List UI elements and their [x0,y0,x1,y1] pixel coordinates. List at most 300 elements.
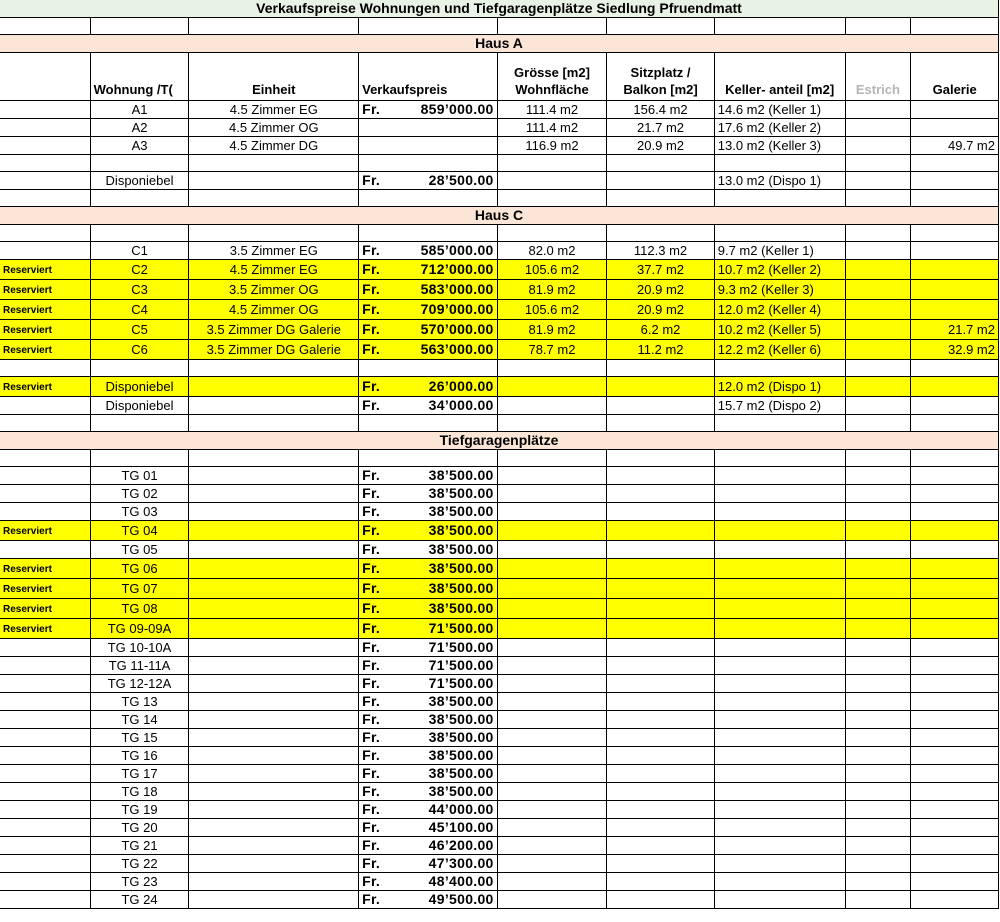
empty-cell[interactable] [607,891,714,909]
section-haus-a-cell[interactable]: Haus A [0,35,999,53]
empty-cell[interactable] [845,729,911,747]
status-cell[interactable] [0,172,90,190]
section-haus-c-cell[interactable]: Haus C [0,207,999,225]
empty-cell[interactable] [911,360,999,377]
section-tiefgarage-cell[interactable]: Tiefgaragenplätze [0,432,999,450]
price-cell[interactable] [359,242,498,260]
status-cell[interactable] [0,242,90,260]
einheit-cell[interactable] [189,765,359,783]
keller-cell[interactable]: 13.0 m2 (Keller 3) [714,137,845,155]
empty-cell[interactable] [714,693,845,711]
galerie-cell[interactable] [911,172,999,190]
estrich-cell[interactable] [845,377,911,397]
unit-id-cell[interactable]: Disponiebel [90,172,189,190]
empty-cell[interactable] [714,855,845,873]
tg-id-cell[interactable]: TG 11-11A [90,657,189,675]
sitzplatz-cell[interactable]: 20.9 m2 [607,137,714,155]
tg-id-cell[interactable]: TG 17 [90,765,189,783]
empty-cell[interactable] [714,415,845,432]
empty-cell[interactable] [90,190,189,207]
empty-cell[interactable] [497,579,607,599]
empty-cell[interactable] [497,837,607,855]
empty-cell[interactable] [911,783,999,801]
estrich-cell[interactable] [845,137,911,155]
empty-cell[interactable] [714,225,845,242]
empty-cell[interactable] [911,579,999,599]
empty-cell[interactable] [714,819,845,837]
price-cell[interactable] [359,619,498,639]
empty-cell[interactable] [497,559,607,579]
empty-cell[interactable] [607,639,714,657]
empty-cell[interactable] [714,837,845,855]
header-groesse[interactable]: Grösse [m2] Wohnfläche [497,53,607,101]
empty-cell[interactable] [911,747,999,765]
empty-cell[interactable] [607,619,714,639]
empty-cell[interactable] [359,155,498,172]
einheit-cell[interactable] [189,747,359,765]
empty-cell[interactable] [607,579,714,599]
empty-cell[interactable] [607,675,714,693]
empty-cell[interactable] [90,155,189,172]
empty-cell[interactable] [607,801,714,819]
empty-cell[interactable] [497,891,607,909]
tg-id-cell[interactable]: TG 06 [90,559,189,579]
status-cell[interactable] [0,639,90,657]
tg-id-cell[interactable]: TG 18 [90,783,189,801]
keller-cell[interactable]: 10.2 m2 (Keller 5) [714,320,845,340]
empty-cell[interactable] [845,765,911,783]
einheit-cell[interactable] [189,657,359,675]
price-cell[interactable] [359,675,498,693]
estrich-cell[interactable] [845,119,911,137]
keller-cell[interactable]: 9.7 m2 (Keller 1) [714,242,845,260]
galerie-cell[interactable] [911,300,999,320]
empty-cell[interactable] [845,873,911,891]
price-cell[interactable] [359,855,498,873]
empty-cell[interactable] [607,783,714,801]
empty-cell[interactable] [497,190,607,207]
empty-cell[interactable] [911,559,999,579]
empty-cell[interactable] [911,837,999,855]
empty-cell[interactable] [189,360,359,377]
empty-cell[interactable] [607,360,714,377]
estrich-cell[interactable] [845,172,911,190]
empty-cell[interactable] [189,190,359,207]
empty-cell[interactable] [845,855,911,873]
empty-cell[interactable] [911,675,999,693]
empty-cell[interactable] [714,711,845,729]
empty-cell[interactable] [607,873,714,891]
tg-id-cell[interactable]: TG 16 [90,747,189,765]
empty-cell[interactable] [714,521,845,541]
empty-cell[interactable] [497,693,607,711]
empty-cell[interactable] [714,467,845,485]
empty-cell[interactable] [497,450,607,467]
empty-cell[interactable] [845,225,911,242]
empty-cell[interactable] [911,190,999,207]
empty-cell[interactable] [845,485,911,503]
empty-cell[interactable] [845,18,911,35]
empty-cell[interactable] [497,819,607,837]
empty-cell[interactable] [714,619,845,639]
empty-cell[interactable] [911,639,999,657]
sitzplatz-cell[interactable]: 20.9 m2 [607,280,714,300]
empty-cell[interactable] [497,415,607,432]
empty-cell[interactable] [845,783,911,801]
empty-cell[interactable] [911,18,999,35]
empty-cell[interactable] [845,837,911,855]
empty-cell[interactable] [911,485,999,503]
status-cell[interactable] [0,521,90,541]
empty-cell[interactable] [911,503,999,521]
tg-id-cell[interactable]: TG 24 [90,891,189,909]
price-cell[interactable] [359,783,498,801]
price-cell[interactable] [359,765,498,783]
tg-id-cell[interactable]: TG 01 [90,467,189,485]
galerie-cell[interactable] [911,260,999,280]
empty-cell[interactable] [845,747,911,765]
empty-cell[interactable] [189,450,359,467]
sitzplatz-cell[interactable] [607,397,714,415]
einheit-cell[interactable] [189,579,359,599]
empty-cell[interactable] [845,559,911,579]
groesse-cell[interactable] [497,377,607,397]
sitzplatz-cell[interactable]: 37.7 m2 [607,260,714,280]
einheit-cell[interactable] [189,485,359,503]
galerie-cell[interactable] [911,242,999,260]
status-cell[interactable] [0,747,90,765]
status-cell[interactable] [0,579,90,599]
price-cell[interactable] [359,485,498,503]
status-cell[interactable] [0,377,90,397]
empty-cell[interactable] [497,521,607,541]
tg-id-cell[interactable]: TG 23 [90,873,189,891]
price-cell[interactable] [359,503,498,521]
unit-id-cell[interactable]: C2 [90,260,189,280]
price-cell[interactable] [359,747,498,765]
empty-cell[interactable] [845,891,911,909]
status-cell[interactable] [0,503,90,521]
einheit-cell[interactable] [189,639,359,657]
header-status[interactable] [0,53,90,101]
empty-cell[interactable] [714,783,845,801]
header-einheit[interactable]: Einheit [189,53,359,101]
galerie-cell[interactable]: 32.9 m2 [911,340,999,360]
empty-cell[interactable] [607,541,714,559]
empty-cell[interactable] [911,855,999,873]
empty-cell[interactable] [0,155,90,172]
empty-cell[interactable] [359,360,498,377]
empty-cell[interactable] [90,18,189,35]
sitzplatz-cell[interactable]: 112.3 m2 [607,242,714,260]
keller-cell[interactable]: 17.6 m2 (Keller 2) [714,119,845,137]
price-cell[interactable] [359,711,498,729]
empty-cell[interactable] [911,765,999,783]
empty-cell[interactable] [714,891,845,909]
price-cell[interactable] [359,260,498,280]
empty-cell[interactable] [845,801,911,819]
empty-cell[interactable] [911,873,999,891]
einheit-cell[interactable] [189,172,359,190]
empty-cell[interactable] [497,503,607,521]
einheit-cell[interactable] [189,541,359,559]
empty-cell[interactable] [714,675,845,693]
status-cell[interactable] [0,280,90,300]
status-cell[interactable] [0,485,90,503]
keller-cell[interactable]: 12.0 m2 (Keller 4) [714,300,845,320]
status-cell[interactable] [0,765,90,783]
price-cell[interactable] [359,579,498,599]
empty-cell[interactable] [714,485,845,503]
empty-cell[interactable] [189,415,359,432]
empty-cell[interactable] [714,765,845,783]
estrich-cell[interactable] [845,260,911,280]
header-verkaufspreis[interactable]: Verkaufspreis [359,53,498,101]
unit-id-cell[interactable]: Disponiebel [90,377,189,397]
status-cell[interactable] [0,119,90,137]
empty-cell[interactable] [90,360,189,377]
price-cell[interactable] [359,397,498,415]
galerie-cell[interactable] [911,119,999,137]
empty-cell[interactable] [607,599,714,619]
status-cell[interactable] [0,873,90,891]
empty-cell[interactable] [0,415,90,432]
empty-cell[interactable] [911,541,999,559]
einheit-cell[interactable]: 3.5 Zimmer EG [189,242,359,260]
empty-cell[interactable] [714,873,845,891]
empty-cell[interactable] [0,18,90,35]
status-cell[interactable] [0,729,90,747]
status-cell[interactable] [0,599,90,619]
empty-cell[interactable] [0,450,90,467]
einheit-cell[interactable] [189,397,359,415]
empty-cell[interactable] [189,225,359,242]
sheet-title-cell[interactable]: Verkaufspreise Wohnungen und Tiefgaragenplätze Siedlung Pfruendmatt [0,0,999,18]
price-cell[interactable] [359,300,498,320]
einheit-cell[interactable] [189,855,359,873]
empty-cell[interactable] [607,18,714,35]
empty-cell[interactable] [497,675,607,693]
empty-cell[interactable] [714,729,845,747]
price-cell[interactable] [359,541,498,559]
empty-cell[interactable] [911,155,999,172]
empty-cell[interactable] [911,891,999,909]
einheit-cell[interactable]: 4.5 Zimmer OG [189,300,359,320]
empty-cell[interactable] [911,467,999,485]
empty-cell[interactable] [359,415,498,432]
price-cell[interactable] [359,693,498,711]
empty-cell[interactable] [0,190,90,207]
status-cell[interactable] [0,837,90,855]
empty-cell[interactable] [845,675,911,693]
price-cell[interactable] [359,873,498,891]
groesse-cell[interactable]: 116.9 m2 [497,137,607,155]
price-cell[interactable] [359,891,498,909]
groesse-cell[interactable]: 111.4 m2 [497,101,607,119]
empty-cell[interactable] [714,657,845,675]
status-cell[interactable] [0,855,90,873]
sitzplatz-cell[interactable]: 11.2 m2 [607,340,714,360]
empty-cell[interactable] [845,415,911,432]
status-cell[interactable] [0,467,90,485]
keller-cell[interactable]: 9.3 m2 (Keller 3) [714,280,845,300]
groesse-cell[interactable]: 82.0 m2 [497,242,607,260]
empty-cell[interactable] [607,559,714,579]
empty-cell[interactable] [607,693,714,711]
empty-cell[interactable] [845,541,911,559]
empty-cell[interactable] [497,873,607,891]
tg-id-cell[interactable]: TG 07 [90,579,189,599]
einheit-cell[interactable] [189,559,359,579]
unit-id-cell[interactable]: A2 [90,119,189,137]
keller-cell[interactable]: 13.0 m2 (Dispo 1) [714,172,845,190]
empty-cell[interactable] [845,521,911,541]
status-cell[interactable] [0,675,90,693]
tg-id-cell[interactable]: TG 19 [90,801,189,819]
einheit-cell[interactable]: 3.5 Zimmer OG [189,280,359,300]
groesse-cell[interactable] [497,397,607,415]
galerie-cell[interactable] [911,101,999,119]
empty-cell[interactable] [189,18,359,35]
empty-cell[interactable] [845,360,911,377]
empty-cell[interactable] [607,450,714,467]
empty-cell[interactable] [607,415,714,432]
einheit-cell[interactable] [189,891,359,909]
keller-cell[interactable]: 12.0 m2 (Dispo 1) [714,377,845,397]
empty-cell[interactable] [845,450,911,467]
einheit-cell[interactable]: 4.5 Zimmer EG [189,101,359,119]
tg-id-cell[interactable]: TG 22 [90,855,189,873]
empty-cell[interactable] [607,657,714,675]
empty-cell[interactable] [911,599,999,619]
empty-cell[interactable] [497,783,607,801]
empty-cell[interactable] [607,765,714,783]
empty-cell[interactable] [714,503,845,521]
empty-cell[interactable] [845,693,911,711]
empty-cell[interactable] [607,711,714,729]
status-cell[interactable] [0,320,90,340]
einheit-cell[interactable] [189,801,359,819]
groesse-cell[interactable] [497,172,607,190]
empty-cell[interactable] [607,155,714,172]
status-cell[interactable] [0,101,90,119]
empty-cell[interactable] [607,485,714,503]
galerie-cell[interactable] [911,280,999,300]
tg-id-cell[interactable]: TG 21 [90,837,189,855]
price-cell[interactable] [359,101,498,119]
status-cell[interactable] [0,819,90,837]
einheit-cell[interactable]: 3.5 Zimmer DG Galerie [189,320,359,340]
groesse-cell[interactable]: 81.9 m2 [497,280,607,300]
empty-cell[interactable] [607,190,714,207]
price-cell[interactable] [359,280,498,300]
empty-cell[interactable] [497,467,607,485]
estrich-cell[interactable] [845,280,911,300]
keller-cell[interactable]: 14.6 m2 (Keller 1) [714,101,845,119]
empty-cell[interactable] [497,711,607,729]
price-cell[interactable] [359,819,498,837]
empty-cell[interactable] [911,657,999,675]
empty-cell[interactable] [497,855,607,873]
groesse-cell[interactable]: 105.6 m2 [497,300,607,320]
einheit-cell[interactable] [189,873,359,891]
empty-cell[interactable] [911,521,999,541]
einheit-cell[interactable] [189,503,359,521]
empty-cell[interactable] [845,639,911,657]
empty-cell[interactable] [607,521,714,541]
empty-cell[interactable] [845,711,911,729]
tg-id-cell[interactable]: TG 04 [90,521,189,541]
sitzplatz-cell[interactable]: 156.4 m2 [607,101,714,119]
empty-cell[interactable] [497,485,607,503]
groesse-cell[interactable]: 111.4 m2 [497,119,607,137]
einheit-cell[interactable] [189,467,359,485]
estrich-cell[interactable] [845,397,911,415]
price-cell[interactable] [359,559,498,579]
unit-id-cell[interactable]: C5 [90,320,189,340]
tg-id-cell[interactable]: TG 03 [90,503,189,521]
unit-id-cell[interactable]: C1 [90,242,189,260]
empty-cell[interactable] [911,693,999,711]
empty-cell[interactable] [497,657,607,675]
einheit-cell[interactable] [189,675,359,693]
status-cell[interactable] [0,891,90,909]
empty-cell[interactable] [497,765,607,783]
tg-id-cell[interactable]: TG 05 [90,541,189,559]
header-sitzplatz[interactable]: Sitzplatz / Balkon [m2] [607,53,714,101]
status-cell[interactable] [0,801,90,819]
price-cell[interactable] [359,340,498,360]
empty-cell[interactable] [845,190,911,207]
status-cell[interactable] [0,783,90,801]
tg-id-cell[interactable]: TG 20 [90,819,189,837]
empty-cell[interactable] [497,155,607,172]
price-cell[interactable] [359,377,498,397]
einheit-cell[interactable] [189,819,359,837]
einheit-cell[interactable] [189,783,359,801]
einheit-cell[interactable] [189,377,359,397]
empty-cell[interactable] [497,18,607,35]
empty-cell[interactable] [845,467,911,485]
empty-cell[interactable] [359,450,498,467]
empty-cell[interactable] [845,619,911,639]
empty-cell[interactable] [497,541,607,559]
estrich-cell[interactable] [845,320,911,340]
einheit-cell[interactable] [189,693,359,711]
empty-cell[interactable] [607,855,714,873]
empty-cell[interactable] [911,729,999,747]
status-cell[interactable] [0,300,90,320]
empty-cell[interactable] [359,190,498,207]
keller-cell[interactable]: 12.2 m2 (Keller 6) [714,340,845,360]
status-cell[interactable] [0,397,90,415]
status-cell[interactable] [0,693,90,711]
status-cell[interactable] [0,137,90,155]
einheit-cell[interactable]: 3.5 Zimmer DG Galerie [189,340,359,360]
tg-id-cell[interactable]: TG 08 [90,599,189,619]
empty-cell[interactable] [607,747,714,765]
unit-id-cell[interactable]: C4 [90,300,189,320]
empty-cell[interactable] [497,599,607,619]
empty-cell[interactable] [911,619,999,639]
estrich-cell[interactable] [845,340,911,360]
empty-cell[interactable] [607,837,714,855]
empty-cell[interactable] [845,657,911,675]
einheit-cell[interactable] [189,711,359,729]
unit-id-cell[interactable]: A1 [90,101,189,119]
price-cell[interactable] [359,467,498,485]
empty-cell[interactable] [911,225,999,242]
